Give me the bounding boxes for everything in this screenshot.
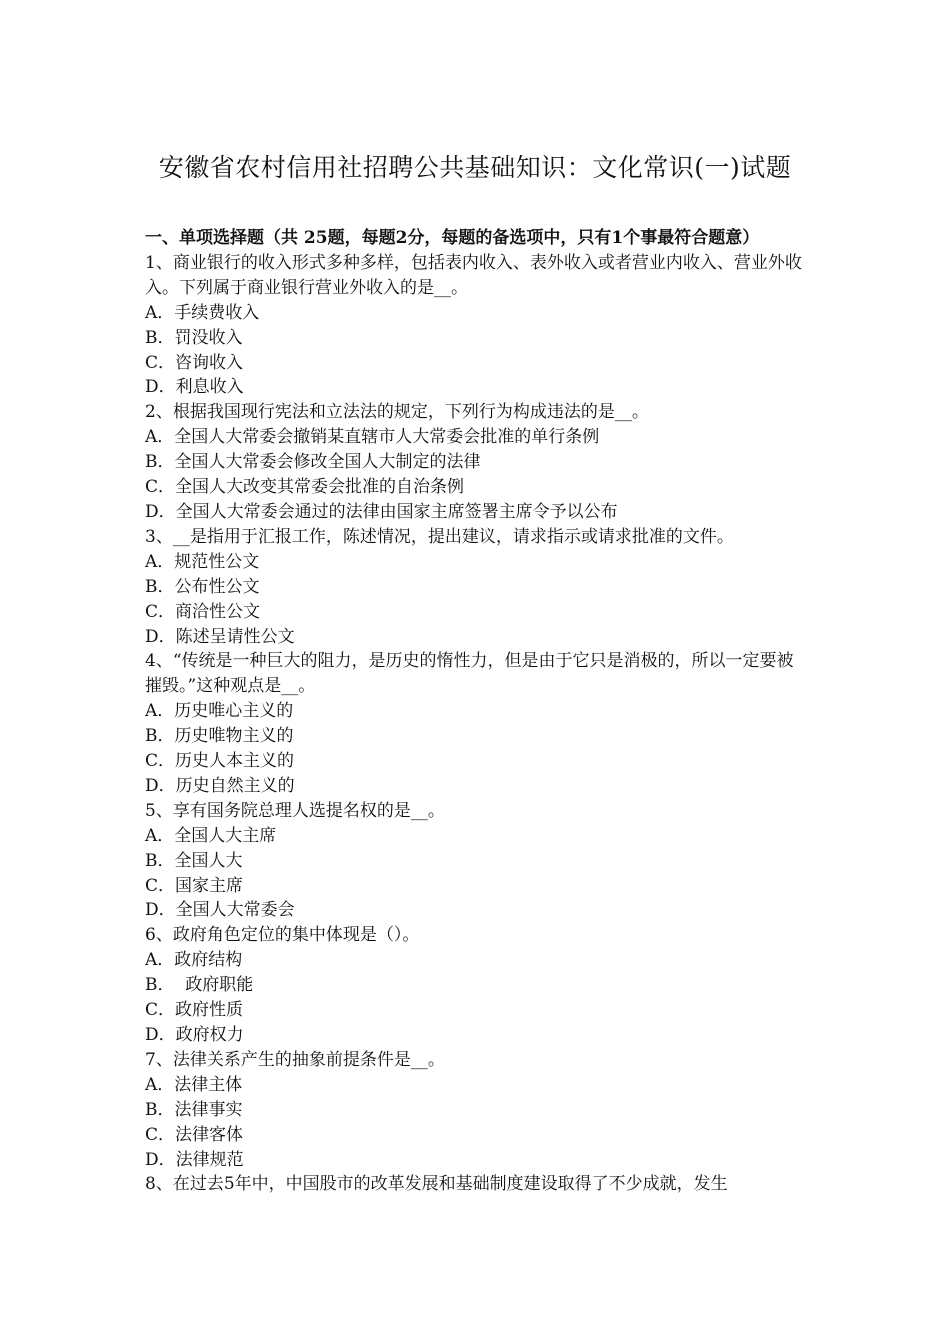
answer-option: D．利息收入 <box>145 377 244 398</box>
question-block <box>145 649 810 798</box>
answer-option: B． 政府职能 <box>145 975 254 996</box>
question-block <box>145 525 810 650</box>
answer-option: B．公布性公文 <box>145 576 260 597</box>
question-block <box>145 799 810 924</box>
answer-option: A．全国人大主席 <box>145 825 277 846</box>
question-stem: 7、法律关系产生的抽象前提条件是__。 <box>145 1049 445 1070</box>
answer-option: A．全国人大常委会撤销某直辖市人大常委会批准的单行条例 <box>145 427 600 448</box>
question-stem: 6、政府角色定位的集中体现是（）。 <box>145 925 420 946</box>
answer-option: D．法律规范 <box>145 1149 244 1170</box>
question-block <box>145 923 810 1048</box>
answer-option: C．商洽性公文 <box>145 601 261 622</box>
answer-option: C．咨询收入 <box>145 352 244 373</box>
answer-option: A．历史唯心主义的 <box>145 701 294 722</box>
question-stem: 4、“传统是一种巨大的阻力，是历史的惰性力，但是由于它只是消极的，所以一定要被摧毁。”这种观点是__。 <box>145 651 794 697</box>
question-block <box>145 400 810 525</box>
document-title: 安徽省农村信用社招聘公共基础知识：文化常识(一)试题 <box>158 153 792 182</box>
answer-option: A．法律主体 <box>145 1074 243 1095</box>
answer-option: B．法律事实 <box>145 1099 243 1120</box>
question-stem: 3、__是指用于汇报工作，陈述情况，提出建议，请求指示或请求批准的文件。 <box>145 526 734 547</box>
answer-option: C．全国人大改变其常委会批准的自治条例 <box>145 477 465 498</box>
question-block <box>145 1172 810 1197</box>
question-block <box>145 1048 810 1173</box>
answer-option: A．手续费收入 <box>145 302 260 323</box>
answer-option: C．国家主席 <box>145 875 244 896</box>
answer-option: D．政府权力 <box>145 1025 244 1045</box>
answer-option: C．历史人本主义的 <box>145 751 295 772</box>
answer-option: D．陈述呈请性公文 <box>145 626 295 647</box>
section-heading: 一、单项选择题（共 25题，每题2分，每题的备选项中，只有1个事最符合题意） <box>145 228 760 248</box>
answer-option: A．政府结构 <box>145 950 243 971</box>
answer-option: D．历史自然主义的 <box>145 775 295 796</box>
answer-option: C．法律客体 <box>145 1124 244 1145</box>
question-block <box>145 251 810 400</box>
question-stem: 2、根据我国现行宪法和立法法的规定，下列行为构成违法的是__。 <box>145 402 649 423</box>
answer-option: C．政府性质 <box>145 1000 244 1021</box>
answer-option: B．全国人大常委会修改全国人大制定的法律 <box>145 452 481 473</box>
question-stem: 8、在过去5年中，中国股市的改革发展和基础制度建设取得了不少成就，发生 <box>145 1174 728 1195</box>
answer-option: D．全国人大常委会通过的法律由国家主席签署主席令予以公布 <box>145 501 618 522</box>
answer-option: A．规范性公文 <box>145 551 260 572</box>
answer-option: B．罚没收入 <box>145 327 243 348</box>
document-body <box>145 226 810 1197</box>
answer-option: D．全国人大常委会 <box>145 900 295 921</box>
question-stem: 1、商业银行的收入形式多种多样，包括表内收入、表外收入或者营业内收入、营业外收入。下列属于商业银行营业外收入的是__。 <box>145 252 802 298</box>
answer-option: B．历史唯物主义的 <box>145 726 294 747</box>
answer-option: B．全国人大 <box>145 850 243 871</box>
question-stem: 5、享有国务院总理人选提名权的是__。 <box>145 800 445 821</box>
